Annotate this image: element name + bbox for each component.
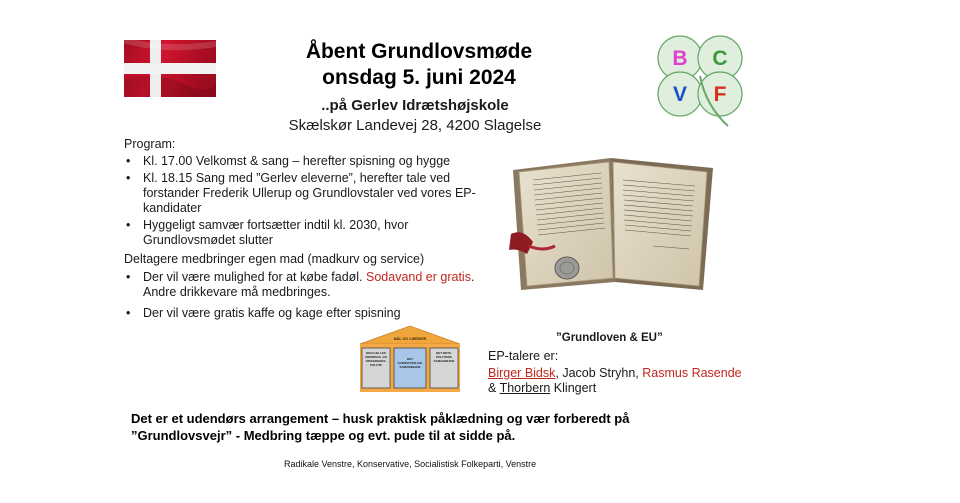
- svg-text:SAMARBEJDE: SAMARBEJDE: [399, 365, 421, 369]
- svg-text:OVERSTATSLIGE: OVERSTATSLIGE: [397, 361, 423, 365]
- speaker-name-rest: Klingert: [550, 381, 597, 395]
- eu-pillars-diagram: [356, 324, 464, 394]
- bcvf-clover-logo: [648, 34, 752, 130]
- bring-label: Deltagere medbringer egen mad (madkurv og service): [124, 252, 425, 266]
- list-item: • Kl. 18.15 Sang med ”Gerlev eleverne”, herefter tale ved forstander Frederik Ullerup og Grundlovstaler ved vores EP-kandidater: [124, 171, 499, 216]
- roof-label: MÅL OG VÆRDIER: [393, 337, 427, 341]
- speaker-name: Thorbern: [499, 381, 551, 395]
- venue-subtitle: ..på Gerlev Idrætshøjskole: [321, 97, 509, 114]
- drinks-text: Der vil være mulighed for at købe fadøl.: [143, 270, 363, 284]
- svg-text:DET RETS-: DET RETS-: [436, 351, 452, 355]
- svg-text:DET: DET: [407, 357, 413, 361]
- logo-letter-f: F: [713, 83, 727, 106]
- list-item: • Hyggeligt samvær fortsætter indtil kl. 2030, hvor Grundlovsmødet slutter: [124, 218, 499, 248]
- page-title-line1: Åbent Grundlovsmøde: [305, 40, 533, 63]
- outdoor-notice: Det er et udendørs arrangement – husk praktisk påklædning og vær forberedt på ”Grundlovsvejr” - Medbring tæppe og evt. pude til at sidde på.: [131, 411, 630, 443]
- svg-text:SIKKERHEDS-: SIKKERHEDS-: [365, 359, 387, 363]
- ep-speakers-line: [488, 381, 596, 396]
- svg-text:UDENRIGS- OG: UDENRIGS- OG: [364, 355, 388, 359]
- ep-speakers-line: [488, 366, 742, 381]
- speaker-separator: , Jacob Stryhn,: [555, 366, 643, 380]
- speaker-name: Rasmus Rasende: [642, 366, 742, 380]
- svg-text:POLITISKE: POLITISKE: [436, 355, 452, 359]
- list-item: • Kl. 17.00 Velkomst & sang – herefter spisning og hygge: [124, 154, 499, 169]
- program-label: Program:: [124, 137, 176, 151]
- drinks-text-rest: . Andre drikkevare må medbringes.: [143, 270, 475, 299]
- ampersand: &: [488, 381, 500, 395]
- eu-section-title: ”Grundloven & EU”: [556, 332, 663, 344]
- list-item: • Der vil være gratis kaffe og kage efter spisning: [124, 306, 504, 321]
- bring-list: [124, 270, 504, 327]
- speaker-name: Birger Bidsk: [488, 366, 556, 380]
- ep-speakers-label: EP-talere er:: [488, 349, 559, 363]
- list-item: [124, 270, 504, 300]
- logo-letter-v: V: [672, 83, 688, 106]
- program-list: [124, 154, 499, 250]
- venue-address: Skælskør Landevej 28, 4200 Slagelse: [288, 117, 542, 134]
- svg-text:POLITIK: POLITIK: [370, 363, 382, 367]
- constitution-book-image: [503, 150, 721, 296]
- svg-text:DEN FÆLLES: DEN FÆLLES: [366, 351, 386, 355]
- page-title-line2: onsdag 5. juni 2024: [322, 66, 516, 89]
- organizing-parties: Radikale Venstre, Konservative, Socialistisk Folkeparti, Venstre: [284, 459, 537, 469]
- logo-letter-c: C: [712, 47, 728, 70]
- soda-free-text: Sodavand er gratis: [366, 270, 471, 284]
- logo-letter-b: B: [672, 47, 688, 70]
- svg-text:SAMARBEJDE: SAMARBEJDE: [433, 359, 455, 363]
